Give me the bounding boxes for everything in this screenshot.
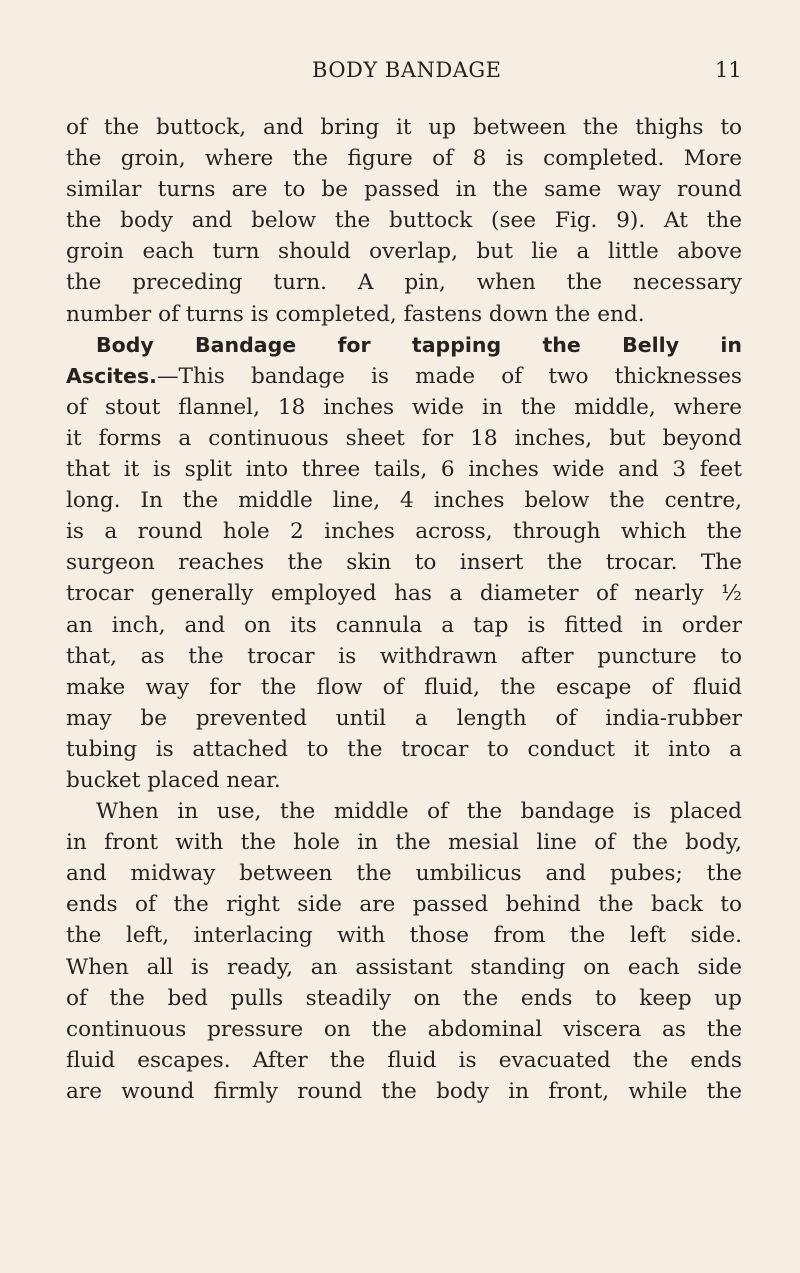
text-line: bucket placed near.: [66, 767, 281, 793]
text-line: of the buttock, and bring it up between the thighs to: [66, 115, 742, 140]
page-number: 11: [715, 58, 742, 82]
text-line: the preceding turn. A pin, when the necessary: [66, 270, 742, 296]
running-head: [0, 58, 800, 92]
text-line: in front with the hole in the mesial line of the body,: [66, 830, 742, 856]
text-line: When in use, the middle of the bandage is placed: [96, 799, 742, 825]
text-line: number of turns is completed, fastens down the end.: [66, 301, 645, 327]
text-line: it forms a continuous sheet for 18 inches, but beyond: [66, 425, 742, 451]
text-line: trocar generally employed has a diameter of nearly ½: [66, 581, 742, 607]
text-line: is a round hole 2 inches across, through which the: [66, 519, 742, 545]
text-line: tubing is attached to the trocar to conduct it into a: [66, 736, 742, 762]
text-line: the body and below the buttock (see Fig. 9). At the: [66, 208, 742, 234]
text-run: —This bandage is made of two thicknesses: [156, 363, 742, 389]
text-line: may be prevented until a length of india-rubber: [66, 705, 742, 731]
text-line: the left, interlacing with those from the left side.: [66, 923, 742, 949]
body-text: [66, 112, 742, 1107]
section-heading-line: [66, 330, 742, 361]
text-line: an inch, and on its cannula a tap is fitted in order: [66, 612, 742, 638]
text-line: similar turns are to be passed in the same way round: [66, 177, 742, 203]
text-line: and midway between the umbilicus and pubes; the: [66, 861, 742, 887]
text-line: ends of the right side are passed behind the back to: [66, 892, 742, 918]
text-line: are wound firmly round the body in front, while the: [66, 1078, 742, 1104]
text-line: that, as the trocar is withdrawn after puncture to: [66, 643, 742, 669]
text-line: [66, 361, 742, 392]
text-line: that it is split into three tails, 6 inches wide and 3 feet: [66, 457, 742, 483]
text-line: of the bed pulls steadily on the ends to keep up: [66, 985, 742, 1011]
text-line: fluid escapes. After the fluid is evacuated the ends: [66, 1047, 742, 1073]
text-line: continuous pressure on the abdominal viscera as the: [66, 1016, 742, 1042]
section-heading-continued: Ascites.: [66, 363, 157, 388]
text-line: long. In the middle line, 4 inches below the centre,: [66, 488, 742, 514]
section-heading: Body Bandage for tapping the Belly in: [96, 332, 742, 357]
running-title: BODY BANDAGE: [312, 58, 502, 82]
text-line: of stout flannel, 18 inches wide in the middle, where: [66, 394, 742, 420]
text-line: When all is ready, an assistant standing on each side: [66, 954, 742, 980]
text-line: make way for the flow of fluid, the escape of fluid: [66, 674, 742, 700]
text-line: surgeon reaches the skin to insert the trocar. The: [66, 550, 742, 576]
text-line: groin each turn should overlap, but lie a little above: [66, 239, 742, 265]
text-line: the groin, where the figure of 8 is completed. More: [66, 146, 742, 172]
